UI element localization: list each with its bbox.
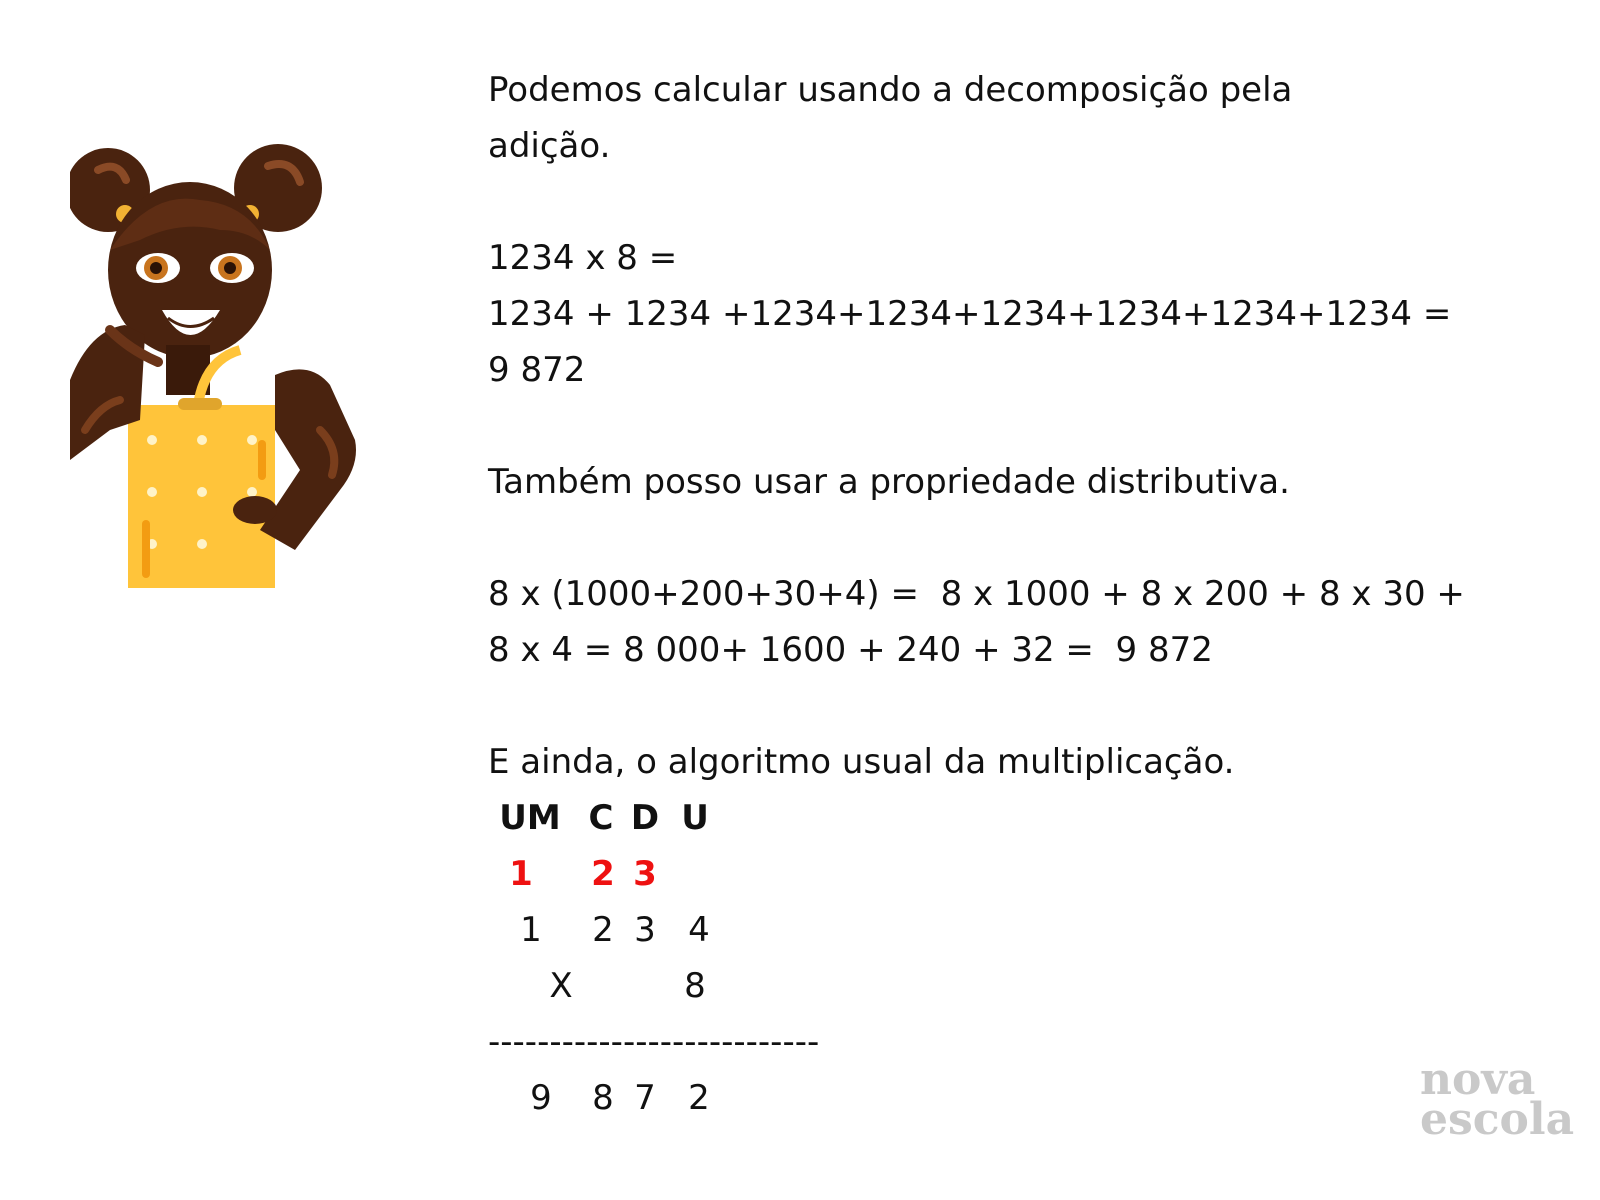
digit-u: 4 <box>688 910 710 950</box>
result-row <box>488 1070 1538 1126</box>
logo-line-1: nova <box>1420 1054 1536 1105</box>
carry-um: 1 <box>509 854 533 894</box>
distributive-line-1: 8 x (1000+200+30+4) = 8 x 1000 + 8 x 200 + 8 x 30 + <box>488 574 1465 614</box>
times-operator: X <box>549 966 573 1006</box>
header-d: D <box>630 798 660 838</box>
digit-um: 1 <box>520 910 542 950</box>
nova-escola-logo <box>1420 1054 1575 1145</box>
digit-d: 3 <box>634 910 656 950</box>
digit-c: 2 <box>592 910 614 950</box>
place-value-headers <box>488 790 1538 846</box>
header-u: U <box>681 798 709 838</box>
intro-line-1: Podemos calcular usando a decomposição pela <box>488 70 1293 110</box>
girl-illustration <box>70 130 400 610</box>
addition-line-1: 1234 x 8 = <box>488 238 678 278</box>
spacer <box>488 174 1538 230</box>
result-c: 8 <box>592 1078 614 1118</box>
spacer <box>488 510 1538 566</box>
intro-line-2: adição. <box>488 126 611 166</box>
addition-line-2: 1234 + 1234 +1234+1234+1234+1234+1234+1234 = <box>488 294 1452 334</box>
carry-c: 2 <box>591 854 615 894</box>
spacer <box>488 678 1538 734</box>
addition-line-3: 9 872 <box>488 350 586 390</box>
header-c: C <box>588 798 614 838</box>
carry-d: 3 <box>633 854 657 894</box>
multiplier-row <box>488 958 1538 1014</box>
carry-row <box>488 846 1538 902</box>
explanation-text <box>488 62 1538 1126</box>
logo-line-2: escola <box>1420 1094 1575 1145</box>
girl-character-icon <box>70 130 400 610</box>
header-um: UM <box>499 798 561 838</box>
spacer <box>488 398 1538 454</box>
distributive-line-2: 8 x 4 = 8 000+ 1600 + 240 + 32 = 9 872 <box>488 630 1213 670</box>
separator-line: --------------------------- <box>488 1022 820 1062</box>
result-um: 9 <box>530 1078 552 1118</box>
result-d: 7 <box>634 1078 656 1118</box>
multiplier-digit: 8 <box>684 966 706 1006</box>
result-u: 2 <box>688 1078 710 1118</box>
distributive-title: Também posso usar a propriedade distributiva. <box>488 462 1290 502</box>
algorithm-title: E ainda, o algoritmo usual da multiplicação. <box>488 742 1235 782</box>
multiplicand-row <box>488 902 1538 958</box>
